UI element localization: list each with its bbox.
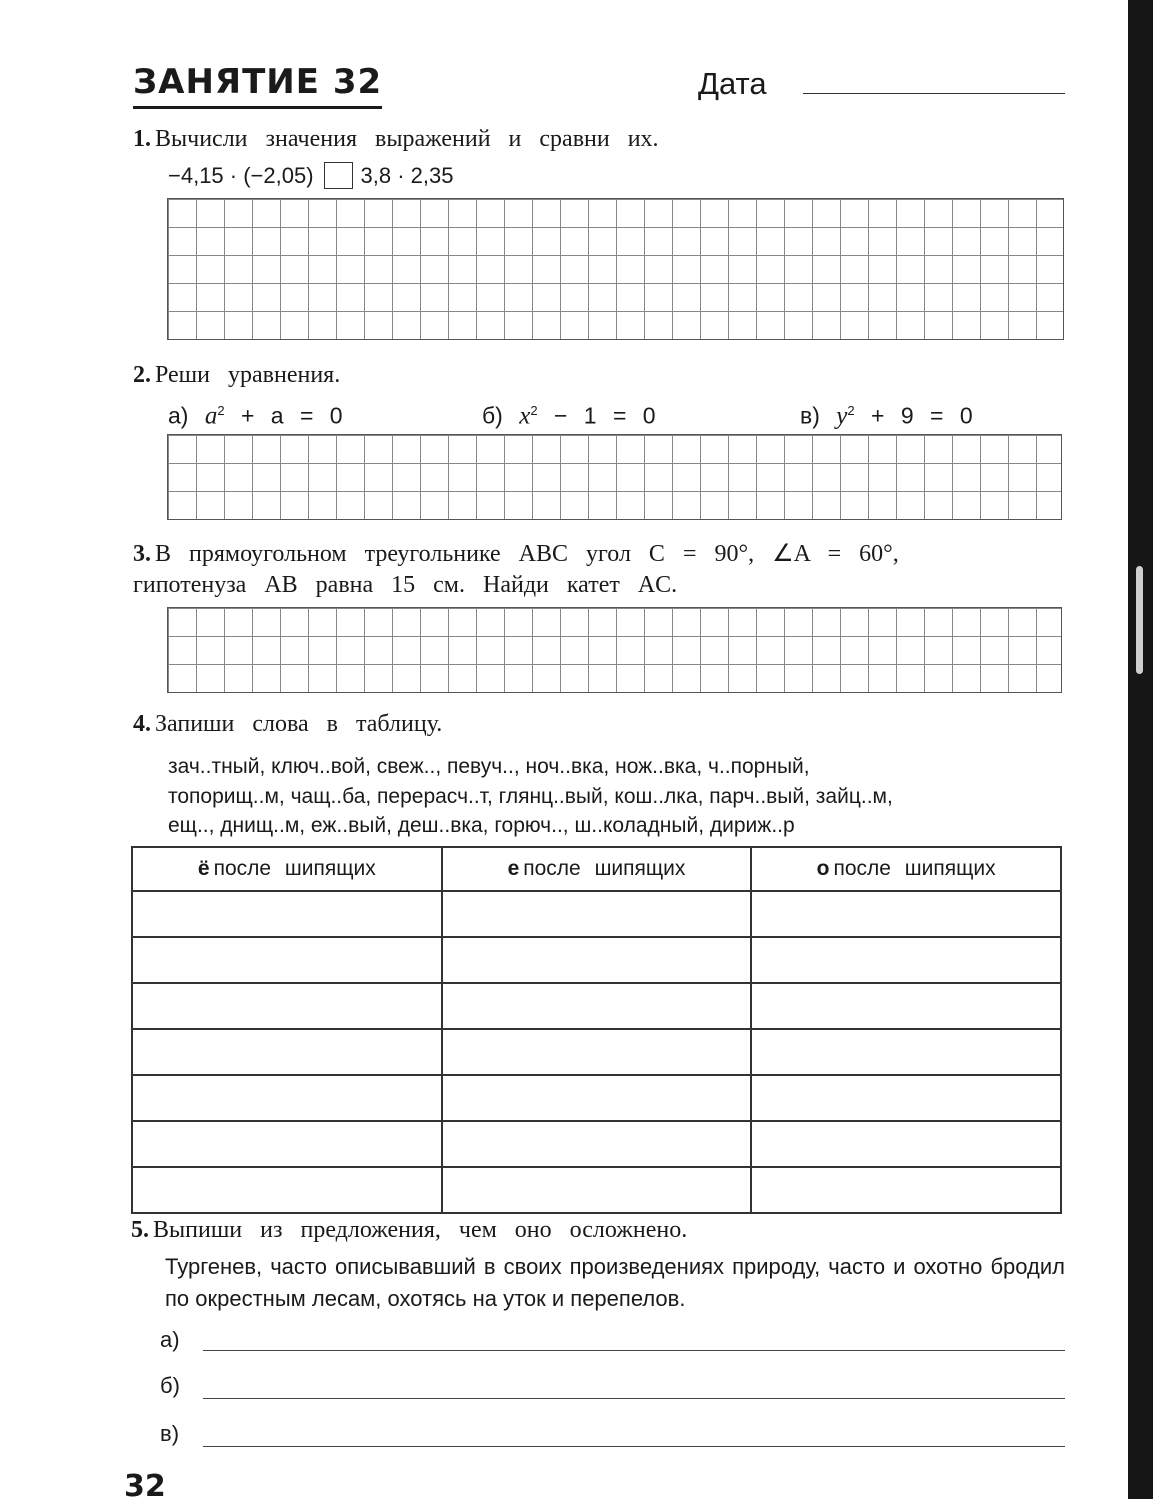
table-cell[interactable]: [442, 1121, 752, 1167]
answer-line-b[interactable]: [203, 1398, 1065, 1399]
task-1-comparison: [168, 162, 454, 190]
task-3-line-2: гипотенуза AB равна 15 см. Найди катет AC.: [133, 572, 678, 598]
table-cell[interactable]: [751, 891, 1061, 937]
task-3-text-1: В прямоугольном треугольнике ABC угол C = 90°, ∠A = 60°,: [155, 541, 899, 567]
task-3-line-1: [133, 539, 899, 569]
table-cell[interactable]: [132, 1029, 442, 1075]
table-row: [132, 937, 1061, 983]
task-5-title: [131, 1215, 687, 1245]
equation-c-label: в): [800, 402, 820, 429]
table-cell[interactable]: [751, 1167, 1061, 1213]
answer-label-b: б): [160, 1373, 180, 1398]
scrollbar-thumb[interactable]: [1136, 566, 1143, 674]
task-3-answer-grid[interactable]: [167, 607, 1062, 693]
table-row: [132, 1121, 1061, 1167]
column-letter: е: [507, 857, 520, 880]
table-cell[interactable]: [751, 1075, 1061, 1121]
equation-c-power: 2: [847, 403, 855, 418]
equation-a-label: а): [168, 402, 189, 429]
equation-c-variable: y: [836, 402, 848, 430]
equation-a-power: 2: [217, 403, 225, 418]
equation-b-rest: − 1 = 0: [553, 402, 656, 429]
date-label: Дата: [698, 66, 767, 101]
table-row: [132, 1075, 1061, 1121]
table-cell[interactable]: [442, 1167, 752, 1213]
task-2-title: [133, 360, 340, 390]
equation-a-rest: + a = 0: [240, 402, 343, 429]
date-field-line[interactable]: [803, 93, 1065, 94]
table-cell[interactable]: [132, 1121, 442, 1167]
task-4-text: Запиши слова в таблицу.: [155, 711, 443, 737]
table-cell[interactable]: [442, 983, 752, 1029]
task-1-number: 1.: [133, 126, 151, 152]
table-cell[interactable]: [132, 1167, 442, 1213]
equation-a: [168, 396, 343, 432]
task-5-sentence: Тургенев, часто описывавший в своих произведениях природу, часто и охотно бродил по окрестным лесам, охотясь на уток и перепелов.: [165, 1254, 1065, 1311]
task-1-right-expression: 3,8 · 2,35: [360, 163, 454, 188]
table-cell[interactable]: [442, 937, 752, 983]
task-1-answer-grid[interactable]: [167, 198, 1064, 340]
viewer-sidebar: [1128, 0, 1153, 1499]
table-cell[interactable]: [132, 983, 442, 1029]
task-2-number: 2.: [133, 362, 151, 388]
task-1-left-expression: −4,15 · (−2,05): [168, 163, 314, 188]
equation-a-variable: a: [204, 402, 218, 430]
word-list-line-3: ещ.., днищ..м, еж..вый, деш..вка, горюч.., ш..коладный, дириж..р: [168, 814, 795, 837]
page-number: 32: [124, 1469, 166, 1504]
equation-c-rest: + 9 = 0: [871, 402, 973, 429]
equation-c: [800, 396, 973, 432]
task-5-text: Выпиши из предложения, чем оно осложнено.: [153, 1217, 688, 1243]
task-2-text: Реши уравнения.: [155, 362, 341, 388]
word-list-line-1: зач..тный, ключ..вой, свеж.., певуч.., ноч..вка, нож..вка, ч..порный,: [168, 755, 810, 778]
table-cell[interactable]: [132, 1075, 442, 1121]
table-cell[interactable]: [132, 891, 442, 937]
answer-line-a[interactable]: [203, 1350, 1065, 1351]
word-list-line-2: топорищ..м, чащ..ба, перерасч..т, глянц..вый, кош..лка, парч..вый, зайц..м,: [168, 785, 893, 808]
table-cell[interactable]: [442, 891, 752, 937]
answer-line-c[interactable]: [203, 1446, 1065, 1447]
table-cell[interactable]: [751, 1121, 1061, 1167]
comparison-box[interactable]: [324, 162, 353, 189]
column-letter: ё: [197, 857, 210, 880]
column-letter: о: [816, 857, 830, 880]
column-label: после шипящих: [213, 857, 376, 880]
table-cell[interactable]: [442, 1075, 752, 1121]
column-header-o: [751, 847, 1061, 891]
table-cell[interactable]: [751, 983, 1061, 1029]
page-title: ЗАНЯТИЕ 32: [133, 60, 382, 109]
table-cell[interactable]: [751, 937, 1061, 983]
task-4-title: [133, 709, 442, 739]
table-row: [132, 1029, 1061, 1075]
column-header-yo: [132, 847, 442, 891]
table-row: [132, 1167, 1061, 1213]
table-header-row: [132, 847, 1061, 891]
words-table: [131, 846, 1062, 1214]
task-2-answer-grid[interactable]: [167, 434, 1062, 520]
column-label: после шипящих: [523, 857, 686, 880]
equation-b: [482, 396, 656, 432]
equation-b-power: 2: [530, 403, 538, 418]
answer-label-a: а): [160, 1327, 180, 1352]
column-label: после шипящих: [833, 857, 996, 880]
table-cell[interactable]: [751, 1029, 1061, 1075]
answer-label-c: в): [160, 1421, 180, 1446]
task-1-title: [133, 124, 659, 154]
table-cell[interactable]: [132, 937, 442, 983]
equation-b-variable: x: [519, 402, 531, 430]
task-5-number: 5.: [131, 1217, 149, 1243]
column-header-e: [442, 847, 752, 891]
table-row: [132, 891, 1061, 937]
task-1-text: Вычисли значения выражений и сравни их.: [155, 126, 659, 152]
table-row: [132, 983, 1061, 1029]
task-3-number: 3.: [133, 541, 151, 567]
table-cell[interactable]: [442, 1029, 752, 1075]
task-4-number: 4.: [133, 711, 151, 737]
equation-b-label: б): [482, 402, 503, 429]
